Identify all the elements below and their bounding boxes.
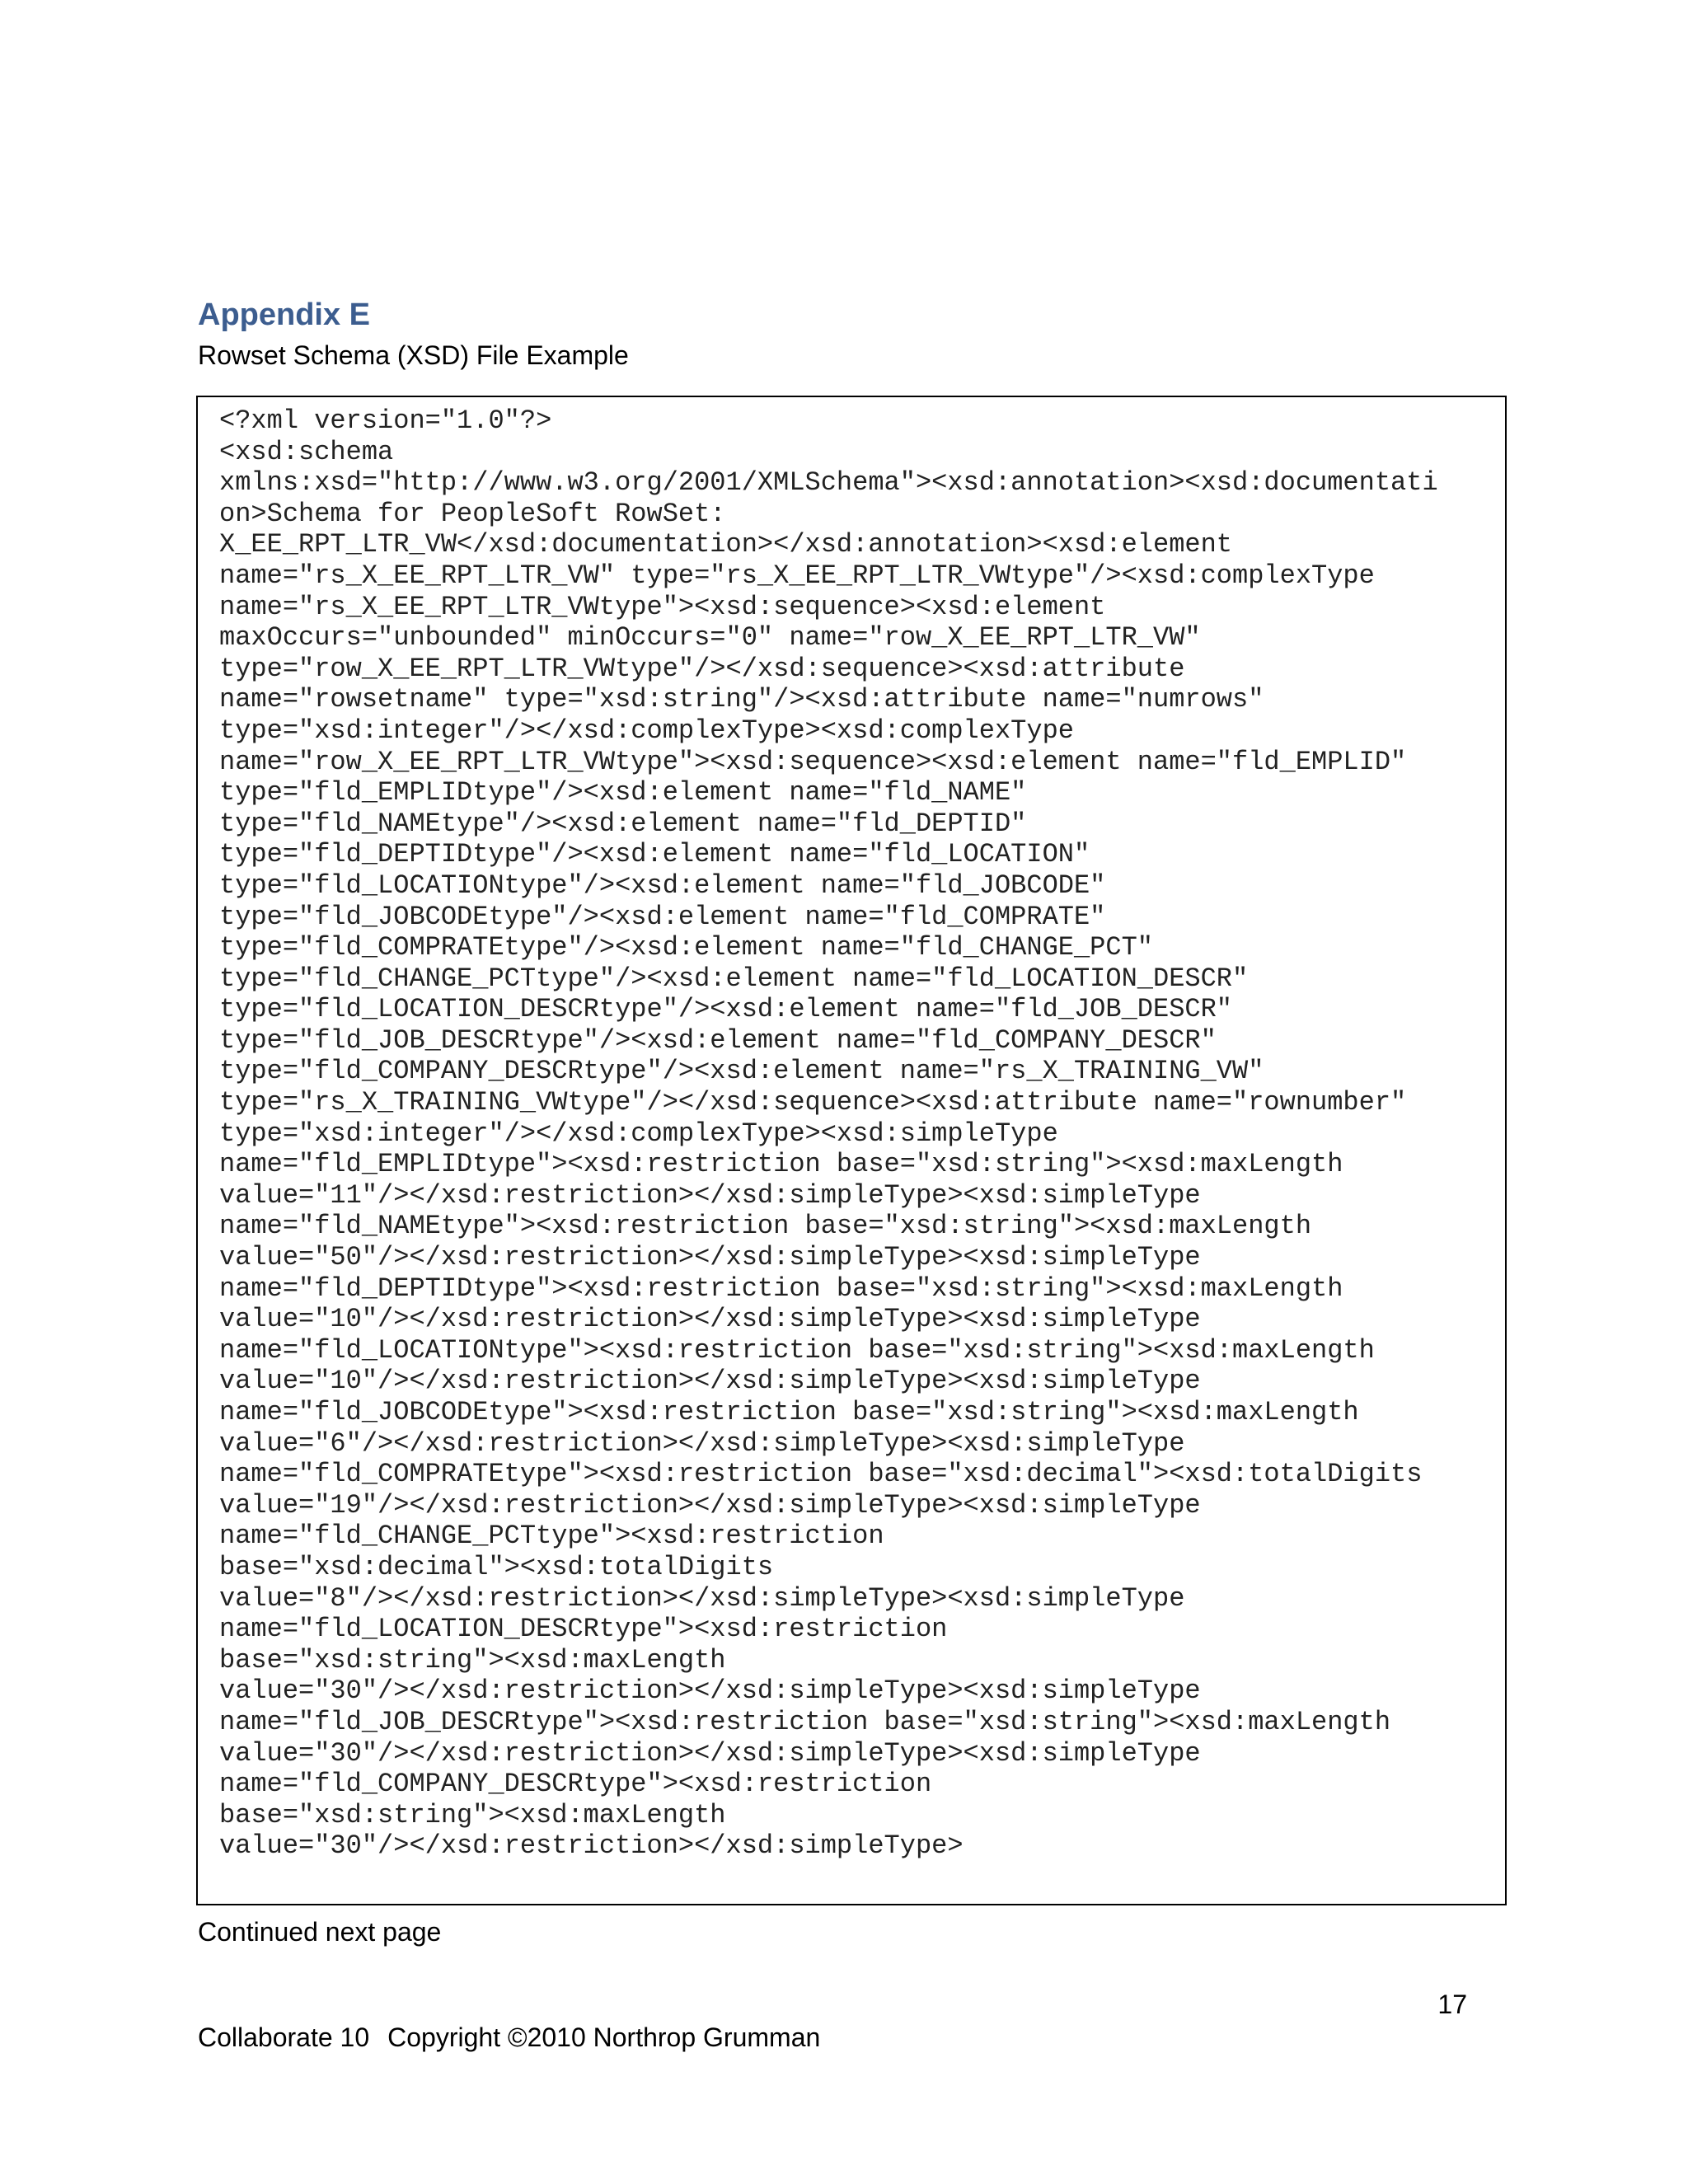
code-line: value="19"/></xsd:restriction></xsd:simpleType><xsd:simpleType (219, 1489, 1201, 1521)
footer-copyright: Copyright ©2010 Northrop Grumman (387, 2022, 821, 2052)
code-line: name="fld_LOCATIONtype"><xsd:restriction base="xsd:string"><xsd:maxLength (219, 1334, 1375, 1366)
code-line: on>Schema for PeopleSoft RowSet: (219, 498, 726, 529)
code-line: type="xsd:integer"/></xsd:complexType><xsd:complexType (219, 715, 1074, 746)
code-line: type="fld_COMPRATEtype"/><xsd:element name="fld_CHANGE_PCT" (219, 932, 1153, 963)
code-line: name="fld_COMPANY_DESCRtype"><xsd:restriction (219, 1769, 932, 1800)
code-line: type="fld_CHANGE_PCTtype"/><xsd:element name="fld_LOCATION_DESCR" (219, 963, 1249, 994)
code-line: xmlns:xsd="http://www.w3.org/2001/XMLSchema"><xsd:annotation><xsd:documentati (219, 467, 1438, 499)
code-line: <xsd:schema (219, 436, 394, 467)
code-line: value="6"/></xsd:restriction></xsd:simpleType><xsd:simpleType (219, 1427, 1185, 1459)
code-line: X_EE_RPT_LTR_VW</xsd:documentation></xsd:annotation><xsd:element (219, 529, 1232, 560)
code-line: type="fld_JOBCODEtype"/><xsd:element name="fld_COMPRATE" (219, 901, 1106, 932)
code-line: value="30"/></xsd:restriction></xsd:simpleType> (219, 1830, 964, 1862)
code-line: base="xsd:decimal"><xsd:totalDigits (219, 1551, 774, 1582)
appendix-subtitle: Rowset Schema (XSD) File Example (198, 340, 629, 370)
code-line: name="fld_NAMEtype"><xsd:restriction base="xsd:string"><xsd:maxLength (219, 1211, 1312, 1242)
code-line: name="rs_X_EE_RPT_LTR_VWtype"><xsd:sequence><xsd:element (219, 591, 1106, 622)
code-line: <?xml version="1.0"?> (219, 405, 552, 436)
code-line: value="30"/></xsd:restriction></xsd:simpleType><xsd:simpleType (219, 1675, 1201, 1707)
code-line: value="8"/></xsd:restriction></xsd:simpleType><xsd:simpleType (219, 1582, 1185, 1614)
code-line: name="fld_JOBCODEtype"><xsd:restriction base="xsd:string"><xsd:maxLength (219, 1397, 1359, 1427)
code-line: name="rowsetname" type="xsd:string"/><xsd:attribute name="numrows" (219, 684, 1264, 715)
code-line: name="fld_EMPLIDtype"><xsd:restriction base="xsd:string"><xsd:maxLength (219, 1149, 1343, 1180)
page-number: 17 (1437, 1990, 1467, 2019)
code-line: name="fld_LOCATION_DESCRtype"><xsd:restriction (219, 1614, 948, 1645)
code-line: type="xsd:integer"/></xsd:complexType><xsd:simpleType (219, 1118, 1058, 1149)
code-line: value="30"/></xsd:restriction></xsd:simpleType><xsd:simpleType (219, 1737, 1201, 1769)
code-line: value="50"/></xsd:restriction></xsd:simpleType><xsd:simpleType (219, 1242, 1201, 1273)
code-line: value="11"/></xsd:restriction></xsd:simpleType><xsd:simpleType (219, 1179, 1201, 1211)
code-line: type="row_X_EE_RPT_LTR_VWtype"/></xsd:sequence><xsd:attribute (219, 653, 1185, 684)
code-line: base="xsd:string"><xsd:maxLength (219, 1644, 726, 1675)
code-line: name="fld_CHANGE_PCTtype"><xsd:restriction (219, 1521, 884, 1552)
code-line: value="10"/></xsd:restriction></xsd:simpleType><xsd:simpleType (219, 1366, 1201, 1397)
code-line: type="fld_JOB_DESCRtype"/><xsd:element name="fld_COMPANY_DESCR" (219, 1024, 1217, 1056)
code-line: maxOccurs="unbounded" minOccurs="0" name="row_X_EE_RPT_LTR_VW" (219, 622, 1201, 654)
appendix-title: Appendix E (198, 298, 371, 332)
code-line: type="fld_LOCATIONtype"/><xsd:element name="fld_JOBCODE" (219, 869, 1106, 901)
code-line: type="fld_EMPLIDtype"/><xsd:element name="fld_NAME" (219, 777, 1027, 808)
code-line: name="row_X_EE_RPT_LTR_VWtype"><xsd:sequence><xsd:element name="fld_EMPLID" (219, 746, 1407, 777)
code-line: type="rs_X_TRAINING_VWtype"/></xsd:sequence><xsd:attribute name="rownumber" (219, 1087, 1407, 1118)
code-listing-box (196, 396, 1507, 1905)
code-line: type="fld_COMPANY_DESCRtype"/><xsd:element name="rs_X_TRAINING_VW" (219, 1056, 1264, 1087)
code-line: name="fld_COMPRATEtype"><xsd:restriction base="xsd:decimal"><xsd:totalDigits (219, 1459, 1423, 1490)
code-line: type="fld_DEPTIDtype"/><xsd:element name="fld_LOCATION" (219, 839, 1090, 870)
page-footer (198, 2022, 820, 2053)
code-line: name="fld_DEPTIDtype"><xsd:restriction base="xsd:string"><xsd:maxLength (219, 1272, 1343, 1304)
footer-event: Collaborate 10 (198, 2022, 370, 2052)
code-line: base="xsd:string"><xsd:maxLength (219, 1799, 726, 1830)
code-line: name="fld_JOB_DESCRtype"><xsd:restriction base="xsd:string"><xsd:maxLength (219, 1706, 1391, 1737)
code-line: name="rs_X_EE_RPT_LTR_VW" type="rs_X_EE_RPT_LTR_VWtype"/><xsd:complexType (219, 560, 1375, 591)
code-line: type="fld_NAMEtype"/><xsd:element name="fld_DEPTID" (219, 808, 1027, 839)
continued-note: Continued next page (198, 1917, 442, 1947)
code-line: value="10"/></xsd:restriction></xsd:simpleType><xsd:simpleType (219, 1304, 1201, 1335)
code-line: type="fld_LOCATION_DESCRtype"/><xsd:element name="fld_JOB_DESCR" (219, 994, 1232, 1025)
